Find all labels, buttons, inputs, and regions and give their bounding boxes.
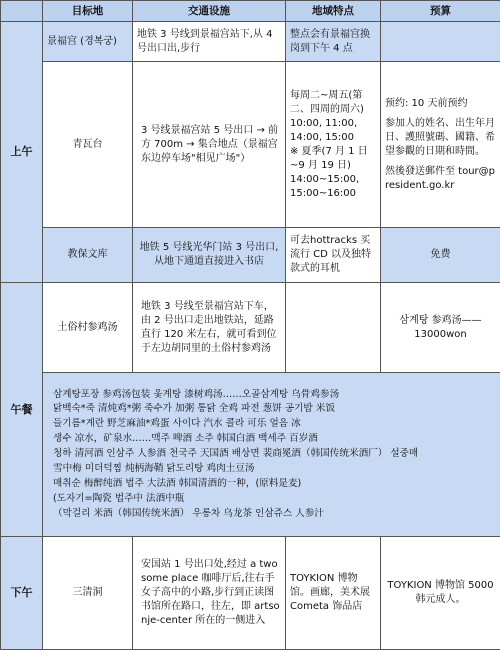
header-row	[1, 1, 500, 22]
budget-line: 13000won	[414, 328, 467, 340]
menu-line: 들기름*계란 野芝麻油*鸡蛋 사이다 汽水 콜라 可乐 얼음 冰	[53, 418, 301, 430]
destination-cell: 景福宫 (경복궁)	[43, 22, 133, 62]
destination-cell: 土俗村参鸡汤	[43, 283, 133, 373]
feature-line: 每周二~周五(第二、四周的周六)	[290, 89, 364, 115]
menu-line: (도자기=陶瓷 법주中 法酒中瓶	[53, 492, 185, 504]
table-row	[1, 228, 500, 283]
menu-line: 닭백숙*죽 清炖鸡*粥 죽수가 加粥 통닭 全鸡 파전 葱饼 공기밥 米饭	[53, 403, 335, 415]
destination-cell: 三清洞	[43, 537, 133, 650]
feature-line: 10:00, 11:00,	[290, 117, 358, 129]
budget-line: 预约: 10 天前预约	[385, 97, 468, 109]
budget-line: 삼계탕 参鸡汤——	[399, 314, 482, 326]
menu-line: 청하 清河酒 인삼주 人参酒 천국주 天国酒 배상면 裴商冕酒（韩国传统米酒厂） 설중매	[53, 448, 419, 460]
transport-cell: 安国站 1 号出口处,经过 a twosome place 咖啡厅后,往右手女子高中的小路,步行到正读图书馆所在路口，往左，即 artsonje-center 所在的一侧进入	[133, 537, 286, 650]
budget-cell	[381, 283, 500, 373]
period-lunch: 午餐	[1, 283, 43, 537]
budget-cell: 免费	[381, 228, 500, 283]
period-afternoon: 下午	[1, 537, 43, 650]
header-transport: 交通设施	[133, 1, 286, 22]
table-row	[1, 373, 500, 537]
table-row	[1, 537, 500, 650]
feature-line: ※ 夏季(7 月 1 日~9 月 19 日)	[290, 145, 368, 171]
menu-line: 雪中梅 미더덕찜 炖柄海鞘 닭도리탕 鸡肉土豆汤	[53, 462, 255, 474]
table-row	[1, 62, 500, 228]
header-period	[1, 1, 43, 22]
lunch-menu-list	[43, 373, 500, 537]
destination-cell: 青瓦台	[43, 62, 133, 228]
feature-line: 14:00~15:00,	[290, 173, 360, 185]
menu-line: 생수 凉水，矿泉水……맥주 啤酒 소주 韩国白酒 백세주 百岁酒	[53, 433, 318, 445]
feature-line: 15:00~16:00	[290, 187, 357, 199]
transport-cell: 3 号线景福宫站 5 号出口 → 前方 700m → 集合地点（景福宫东边停车场"相见广场"）	[133, 62, 286, 228]
budget-line: 然後發送郵件至 tour@president.go.kr	[385, 165, 496, 191]
feature-cell: 整点会有景福宫换岗到下午 4 点	[286, 22, 381, 62]
budget-line: 参加人的姓名、出生年月日、護照號碼、國籍、希望参觀的日期和時間。	[385, 117, 495, 157]
transport-cell: 地铁 3 号线到景福宫站下,从 4 号出口出,步行	[133, 22, 286, 62]
header-destination: 目标地	[43, 1, 133, 22]
menu-line: 매취순 梅醉纯酒 법주 大法酒 韩国清酒的一种，(原料是麦)	[53, 477, 302, 489]
transport-cell: 地铁 3 号线至景福宫站下车，由 2 号出口走出地铁站，延路直行 120 米左右，就可看到位于左边胡同里的土俗村参鸡汤	[133, 283, 286, 373]
feature-cell: TOYKION 博物馆。画廊，美术展 Cometa 饰品店	[286, 537, 381, 650]
budget-cell	[381, 62, 500, 228]
table-row	[1, 22, 500, 62]
period-morning: 上午	[1, 22, 43, 283]
destination-cell: 教保文库	[43, 228, 133, 283]
menu-line: 삼계탕포장 参鸡汤包装 옻계탕 漆树鸡汤……오골삼계탕 乌骨鸡参汤	[53, 388, 340, 400]
feature-line: 14:00, 15:00	[290, 131, 354, 143]
feature-cell	[286, 62, 381, 228]
budget-cell	[381, 22, 500, 62]
feature-cell: 可去hottracks 买流行 CD 以及独特款式的耳机	[286, 228, 381, 283]
menu-line: （막걸리 米酒（韩国传统米酒） 우롱차 乌龙茶 인삼쥬스 人参汁	[53, 507, 325, 519]
budget-cell: TOYKION 博物馆 5000 韩元成人。	[381, 537, 500, 650]
header-feature: 地域特点	[286, 1, 381, 22]
transport-cell: 地铁 5 号线光华门站 3 号出口,从地下通道直接进入书店	[133, 228, 286, 283]
feature-cell	[286, 283, 381, 373]
header-budget: 预算	[381, 1, 500, 22]
table-row	[1, 283, 500, 373]
